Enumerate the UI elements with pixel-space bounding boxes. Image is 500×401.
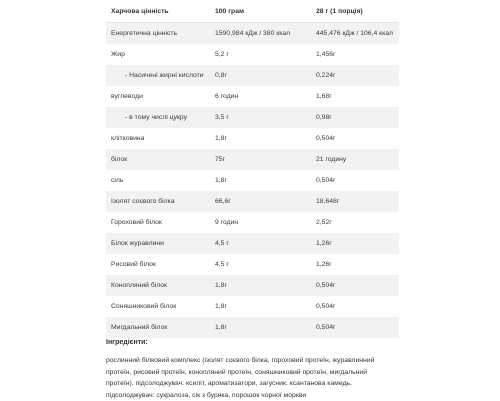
nutrient-name: Ізолят соєвого білка	[111, 191, 175, 212]
table-row	[106, 317, 399, 338]
nutrient-name: клітковина	[111, 128, 144, 149]
table-row	[106, 275, 399, 296]
nutrient-name: Енергетична цінність	[111, 23, 177, 44]
value-per-serving: 1,68г	[316, 86, 332, 107]
table-row	[106, 44, 399, 65]
value-per-100g: 1,8г	[215, 275, 227, 296]
value-per-serving: 0,98г	[316, 107, 332, 128]
table-row	[106, 23, 399, 44]
nutrient-name: - в тому числі цукру	[125, 107, 187, 128]
value-per-100g: 3,5 г	[215, 107, 229, 128]
header-per-100g: 100 грам	[215, 0, 244, 24]
header-per-serving: 28 г (1 порція)	[316, 0, 363, 24]
value-per-100g: 1,8г	[215, 128, 227, 149]
ingredients-line: підсолоджувач: сукралоза, сік з буряка, порошок чорної моркви	[106, 390, 391, 401]
value-per-serving: 445,476 кДж / 106,4 ккал	[316, 23, 393, 44]
nutrient-name: Гороховий білок	[111, 212, 162, 233]
table-row	[106, 149, 399, 170]
nutrient-name: Жир	[111, 44, 125, 65]
table-row	[106, 128, 399, 149]
value-per-serving: 0,504г	[316, 275, 336, 296]
nutrition-panel	[106, 0, 500, 338]
table-body	[106, 23, 399, 338]
table-row	[106, 212, 399, 233]
table-row	[106, 296, 399, 317]
value-per-100g: 66,6г	[215, 191, 231, 212]
ingredients-line: протеїн, рисовий протеїн, конопляний протеїн, соняшниковий протеїн, мигдальний	[106, 367, 391, 379]
table-row	[106, 233, 399, 254]
value-per-serving: 1,26г	[316, 233, 332, 254]
value-per-100g: 4,5 г	[215, 254, 229, 275]
value-per-100g: 75г	[215, 149, 225, 170]
value-per-100g: 5,2 г	[215, 44, 229, 65]
value-per-serving: 18,648г	[316, 191, 339, 212]
value-per-serving: 1,456г	[316, 44, 336, 65]
ingredients-text	[106, 355, 391, 401]
value-per-serving: 1,26г	[316, 254, 332, 275]
nutrient-name: - Насичені жирні кислоти	[125, 65, 204, 86]
table-row	[106, 191, 399, 212]
nutrient-name: Білок журавлини	[111, 233, 164, 254]
table-row	[106, 86, 399, 107]
value-per-serving: 0,504г	[316, 296, 336, 317]
value-per-100g: 4,5 г	[215, 233, 229, 254]
table-row	[106, 107, 399, 128]
ingredients-title: Інгредієнти:	[106, 339, 391, 346]
value-per-serving: 21 годину	[316, 149, 346, 170]
value-per-100g: 1590,984 кДж / 380 ккал	[215, 23, 290, 44]
value-per-serving: 0,224г	[316, 65, 336, 86]
nutrient-name: Соняшниковий білок	[111, 296, 176, 317]
value-per-100g: 1,8г	[215, 317, 227, 338]
nutrient-name: вуглеводи	[111, 86, 143, 107]
value-per-100g: 6 годин	[215, 86, 238, 107]
value-per-serving: 2,52г	[316, 212, 332, 233]
nutrient-name: Мигдальний білок	[111, 317, 167, 338]
value-per-serving: 0,504г	[316, 317, 336, 338]
header-nutrition-value: Харчова цінність	[111, 0, 169, 24]
ingredients-line: рослинний білковий комплекс (ізолят соєвого білка, гороховий протеїн, журавлинний	[106, 355, 391, 367]
ingredients-section	[106, 339, 391, 401]
ingredients-line: протеїн), підсолоджувач: ксиліт, ароматизатори, загусник: ксантанова камедь,	[106, 378, 391, 390]
value-per-100g: 0,8г	[215, 65, 227, 86]
nutrient-name: Рисовий білок	[111, 254, 156, 275]
table-row	[106, 254, 399, 275]
value-per-100g: 1,8г	[215, 296, 227, 317]
nutrition-table	[106, 0, 399, 338]
nutrient-name: сіль	[111, 170, 123, 191]
nutrient-name: Конопляний білок	[111, 275, 167, 296]
table-row	[106, 65, 399, 86]
table-header-row	[106, 0, 399, 23]
nutrient-name: білок	[111, 149, 127, 170]
value-per-serving: 0,504г	[316, 170, 336, 191]
table-row	[106, 170, 399, 191]
value-per-100g: 9 годин	[215, 212, 238, 233]
value-per-serving: 0,504г	[316, 128, 336, 149]
value-per-100g: 1,8г	[215, 170, 227, 191]
